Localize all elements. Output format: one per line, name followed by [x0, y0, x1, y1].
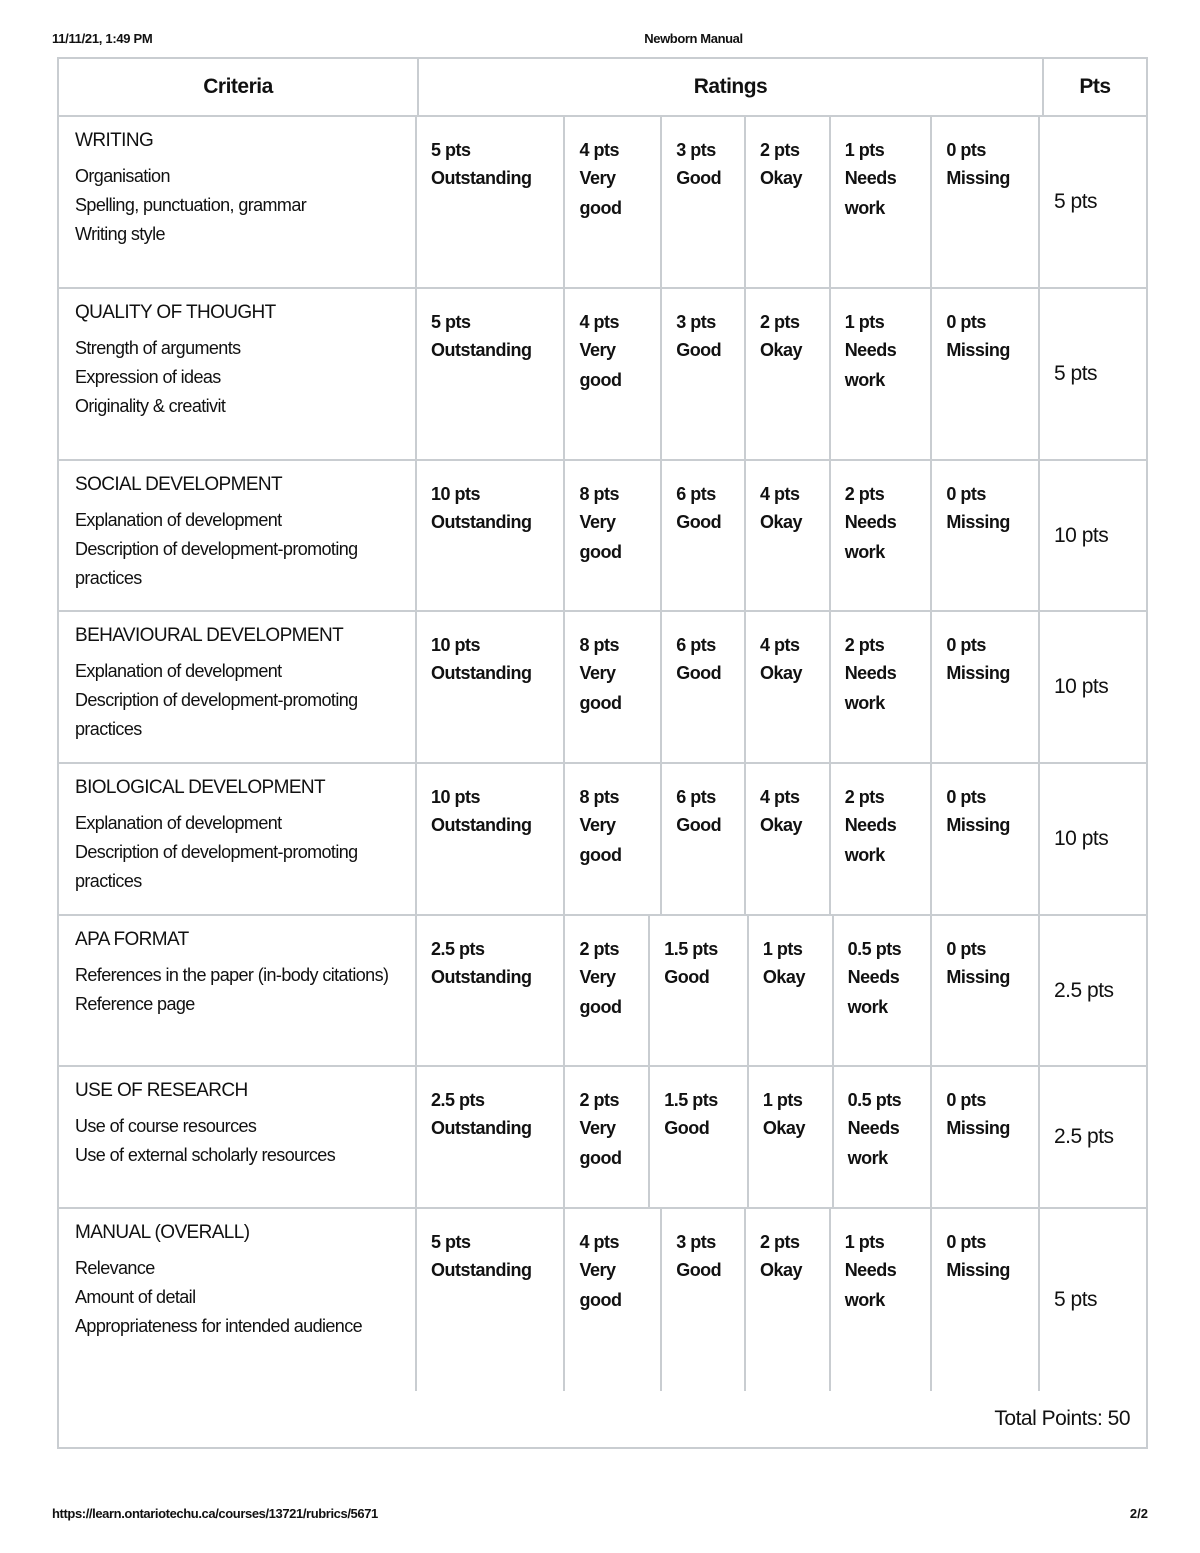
header-pts: Pts — [1079, 75, 1111, 98]
rating-option — [662, 461, 746, 610]
rating-label: Missing — [946, 1260, 1010, 1280]
criterion-cell — [59, 916, 417, 1065]
rating-points: 4 pts — [759, 787, 800, 807]
rating-points: 4 pts — [579, 140, 619, 160]
rating-points: 0 pts — [946, 140, 986, 160]
rating-option — [746, 612, 831, 762]
rating-points: 6 pts — [676, 787, 716, 807]
rating-points: 2 pts — [759, 140, 800, 160]
criterion-description: Reference page — [75, 994, 195, 1014]
rating-label: Good — [676, 168, 722, 188]
rating-option — [417, 764, 565, 914]
rating-option — [417, 916, 565, 1065]
rating-label: Okay — [759, 1260, 802, 1280]
rating-label: Okay — [759, 512, 802, 532]
rating-points: 4 pts — [759, 635, 800, 655]
rating-points: 5 pts — [431, 312, 471, 332]
print-datetime: 11/11/21, 1:49 PM — [52, 31, 153, 46]
rating-points: 1 pts — [762, 939, 803, 959]
rating-option — [565, 289, 662, 459]
criterion-cell — [59, 289, 417, 459]
rating-points: 4 pts — [579, 1232, 619, 1252]
ratings-cell — [417, 1067, 1040, 1207]
rating-label: Okay — [762, 967, 805, 987]
rating-points: 0.5 pts — [847, 1090, 902, 1110]
rating-label: Needs work — [844, 340, 897, 390]
criterion-title: MANUAL (OVERALL) — [75, 1222, 250, 1243]
rating-option — [831, 1209, 933, 1391]
rating-points: 2 pts — [844, 635, 885, 655]
rating-label: Outstanding — [431, 815, 532, 835]
ratings-cell — [417, 764, 1040, 914]
rating-points: 0 pts — [946, 1090, 986, 1110]
total-points: Total Points: 50 — [994, 1407, 1130, 1430]
rating-option — [831, 289, 933, 459]
rating-option — [650, 916, 749, 1065]
ratings-cell — [417, 1209, 1040, 1391]
criterion-title: USE OF RESEARCH — [75, 1080, 248, 1101]
rating-label: Very good — [579, 340, 622, 390]
rating-option — [565, 764, 662, 914]
criterion-cell — [59, 612, 417, 762]
rating-label: Good — [676, 663, 722, 683]
criterion-title: SOCIAL DEVELOPMENT — [75, 474, 283, 495]
criterion-cell — [59, 461, 417, 610]
rating-label: Outstanding — [431, 340, 532, 360]
rating-option — [417, 612, 565, 762]
rating-points: 0 pts — [946, 787, 986, 807]
criterion-points: 5 pts — [1054, 190, 1098, 213]
table-row — [59, 1067, 1146, 1209]
rating-option — [932, 612, 1038, 762]
rating-points: 6 pts — [676, 484, 716, 504]
rating-option — [749, 1067, 834, 1207]
rating-points: 1.5 pts — [664, 939, 718, 959]
rating-points: 0 pts — [946, 939, 986, 959]
rating-label: Missing — [946, 168, 1010, 188]
rating-points: 0 pts — [946, 484, 986, 504]
rubric-table — [57, 57, 1148, 1449]
rating-option — [834, 1067, 933, 1207]
criterion-description: Expression of ideas — [75, 367, 221, 387]
rating-option — [662, 117, 746, 287]
rating-points: 3 pts — [676, 140, 716, 160]
rating-option — [932, 461, 1038, 610]
rating-label: Okay — [759, 168, 802, 188]
rating-label: Missing — [946, 967, 1010, 987]
rating-points: 5 pts — [431, 140, 471, 160]
rating-option — [662, 612, 746, 762]
rating-option — [932, 1209, 1038, 1391]
criterion-title: BIOLOGICAL DEVELOPMENT — [75, 777, 326, 798]
rating-points: 1 pts — [762, 1090, 803, 1110]
rating-label: Good — [676, 1260, 722, 1280]
rating-points: 2 pts — [759, 1232, 800, 1252]
rating-option — [746, 764, 831, 914]
rating-points: 0 pts — [946, 635, 986, 655]
rating-option — [932, 916, 1038, 1065]
rating-label: Outstanding — [431, 512, 532, 532]
rating-label: Needs work — [844, 512, 897, 562]
rating-points: 10 pts — [431, 787, 481, 807]
criterion-description: Explanation of development — [75, 813, 282, 833]
criterion-title: BEHAVIOURAL DEVELOPMENT — [75, 625, 344, 646]
ratings-cell — [417, 461, 1040, 610]
header-ratings: Ratings — [419, 59, 1044, 115]
rating-points: 4 pts — [759, 484, 800, 504]
rating-label: Outstanding — [431, 663, 532, 683]
criterion-description: Writing style — [75, 224, 165, 244]
page-url: https://learn.ontariotechu.ca/courses/13721/rubrics/5671 — [52, 1506, 378, 1521]
criterion-points: 10 pts — [1054, 827, 1109, 850]
rating-option — [746, 461, 831, 610]
rating-points: 8 pts — [579, 787, 619, 807]
rating-label: Missing — [946, 663, 1010, 683]
rating-label: Good — [676, 815, 722, 835]
rating-label: Needs work — [844, 815, 897, 865]
rating-points: 4 pts — [579, 312, 619, 332]
rating-points: 10 pts — [431, 635, 481, 655]
rating-label: Needs work — [847, 1118, 900, 1168]
ratings-cell — [417, 916, 1040, 1065]
criterion-points: 10 pts — [1054, 675, 1109, 698]
criterion-description: Use of external scholarly resources — [75, 1145, 336, 1165]
rating-option — [417, 1209, 565, 1391]
rating-label: Good — [664, 1118, 710, 1138]
header-criteria: Criteria — [59, 59, 419, 115]
rating-label: Outstanding — [431, 967, 532, 987]
rating-option — [746, 289, 831, 459]
rating-points: 2 pts — [759, 312, 800, 332]
rating-option — [831, 764, 933, 914]
rating-points: 1 pts — [844, 312, 885, 332]
rating-option — [650, 1067, 749, 1207]
rating-label: Okay — [759, 815, 802, 835]
table-row — [59, 289, 1146, 461]
rating-points: 2 pts — [579, 939, 619, 959]
rating-option — [746, 117, 831, 287]
ratings-cell — [417, 117, 1040, 287]
table-row — [59, 612, 1146, 764]
rating-label: Good — [664, 967, 710, 987]
rating-label: Missing — [946, 340, 1010, 360]
rating-label: Needs work — [844, 663, 897, 713]
criterion-description: Explanation of development — [75, 661, 282, 681]
rating-points: 2 pts — [579, 1090, 619, 1110]
rating-label: Good — [676, 340, 722, 360]
rating-option — [662, 289, 746, 459]
document-title: Newborn Manual — [644, 31, 743, 46]
rating-option — [749, 916, 834, 1065]
rating-option — [834, 916, 933, 1065]
table-row — [59, 1209, 1146, 1391]
rating-label: Very good — [579, 1118, 622, 1168]
rating-label: Needs work — [847, 967, 900, 1017]
rating-option — [565, 916, 650, 1065]
rating-option — [662, 1209, 746, 1391]
rating-points: 5 pts — [431, 1232, 471, 1252]
criterion-cell — [59, 1209, 417, 1391]
rating-label: Outstanding — [431, 1260, 532, 1280]
rating-option — [831, 612, 933, 762]
rating-label: Okay — [759, 340, 802, 360]
rating-option — [565, 461, 662, 610]
rating-label: Okay — [759, 663, 802, 683]
criterion-points: 2.5 pts — [1054, 978, 1114, 1002]
rating-option — [565, 1067, 650, 1207]
rating-points: 8 pts — [579, 484, 619, 504]
ratings-cell — [417, 289, 1040, 459]
rating-label: Very good — [579, 512, 622, 562]
rating-label: Very good — [579, 663, 622, 713]
criterion-description: Originality & creativit — [75, 396, 226, 416]
rating-option — [417, 289, 565, 459]
table-row — [59, 117, 1146, 289]
criterion-description: Amount of detail — [75, 1287, 196, 1307]
criterion-points: 10 pts — [1054, 523, 1109, 547]
rating-option — [831, 117, 933, 287]
rating-label: Very good — [579, 815, 622, 865]
criterion-description: Strength of arguments — [75, 338, 241, 358]
criterion-description: Spelling, punctuation, grammar — [75, 195, 307, 215]
rating-points: 2 pts — [844, 787, 885, 807]
criterion-cell — [59, 764, 417, 914]
rating-option — [932, 289, 1038, 459]
criterion-title: APA FORMAT — [75, 929, 189, 950]
rating-label: Very good — [579, 168, 622, 218]
rating-label: Outstanding — [431, 1118, 532, 1138]
rating-points: 0 pts — [946, 312, 986, 332]
rating-points: 8 pts — [579, 635, 619, 655]
rating-label: Outstanding — [431, 168, 532, 188]
criterion-points: 5 pts — [1054, 362, 1098, 385]
rating-points: 0.5 pts — [847, 939, 902, 959]
rating-label: Very good — [579, 967, 622, 1017]
rating-points: 6 pts — [676, 635, 716, 655]
criterion-description: Description of development-promoting practices — [75, 690, 358, 739]
criterion-description: Description of development-promoting practices — [75, 842, 358, 891]
rating-label: Needs work — [844, 168, 897, 218]
rating-option — [932, 1067, 1038, 1207]
table-row — [59, 916, 1146, 1067]
rating-label: Missing — [946, 815, 1010, 835]
criterion-cell — [59, 1067, 417, 1207]
rating-option — [417, 461, 565, 610]
rating-option — [565, 612, 662, 762]
criterion-description: References in the paper (in-body citations) — [75, 965, 389, 985]
rating-option — [662, 764, 746, 914]
rating-points: 0 pts — [946, 1232, 986, 1252]
criterion-description: Explanation of development — [75, 510, 282, 530]
rating-label: Okay — [762, 1118, 805, 1138]
criterion-description: Organisation — [75, 166, 170, 186]
criterion-title: WRITING — [75, 130, 154, 151]
rating-points: 3 pts — [676, 312, 716, 332]
rating-option — [932, 117, 1038, 287]
rating-option — [565, 1209, 662, 1391]
table-row — [59, 764, 1146, 916]
rating-option — [417, 117, 565, 287]
rating-points: 2 pts — [844, 484, 885, 504]
criterion-description: Appropriateness for intended audience — [75, 1316, 363, 1336]
criterion-points: 5 pts — [1054, 1288, 1098, 1311]
criterion-description: Relevance — [75, 1258, 155, 1278]
criterion-description: Use of course resources — [75, 1116, 257, 1136]
rating-points: 1 pts — [844, 140, 885, 160]
rating-option — [831, 461, 933, 610]
rating-points: 1.5 pts — [664, 1090, 718, 1110]
rating-option — [932, 764, 1038, 914]
criterion-title: QUALITY OF THOUGHT — [75, 302, 276, 323]
rating-points: 2.5 pts — [431, 939, 485, 959]
rating-label: Missing — [946, 1118, 1010, 1138]
criterion-cell — [59, 117, 417, 287]
rating-option — [417, 1067, 565, 1207]
ratings-cell — [417, 612, 1040, 762]
rating-label: Very good — [579, 1260, 622, 1310]
criterion-description: Description of development-promoting practices — [75, 539, 358, 588]
page-number: 2/2 — [1129, 1506, 1148, 1521]
rating-points: 2.5 pts — [431, 1090, 485, 1110]
table-row — [59, 461, 1146, 612]
rating-label: Missing — [946, 512, 1010, 532]
rating-label: Good — [676, 512, 722, 532]
rating-points: 3 pts — [676, 1232, 716, 1252]
table-header-row — [59, 59, 1146, 117]
rating-option — [565, 117, 662, 287]
rating-option — [746, 1209, 831, 1391]
rating-points: 1 pts — [844, 1232, 885, 1252]
rating-label: Needs work — [844, 1260, 897, 1310]
rating-points: 10 pts — [431, 484, 481, 504]
criterion-points: 2.5 pts — [1054, 1125, 1114, 1148]
